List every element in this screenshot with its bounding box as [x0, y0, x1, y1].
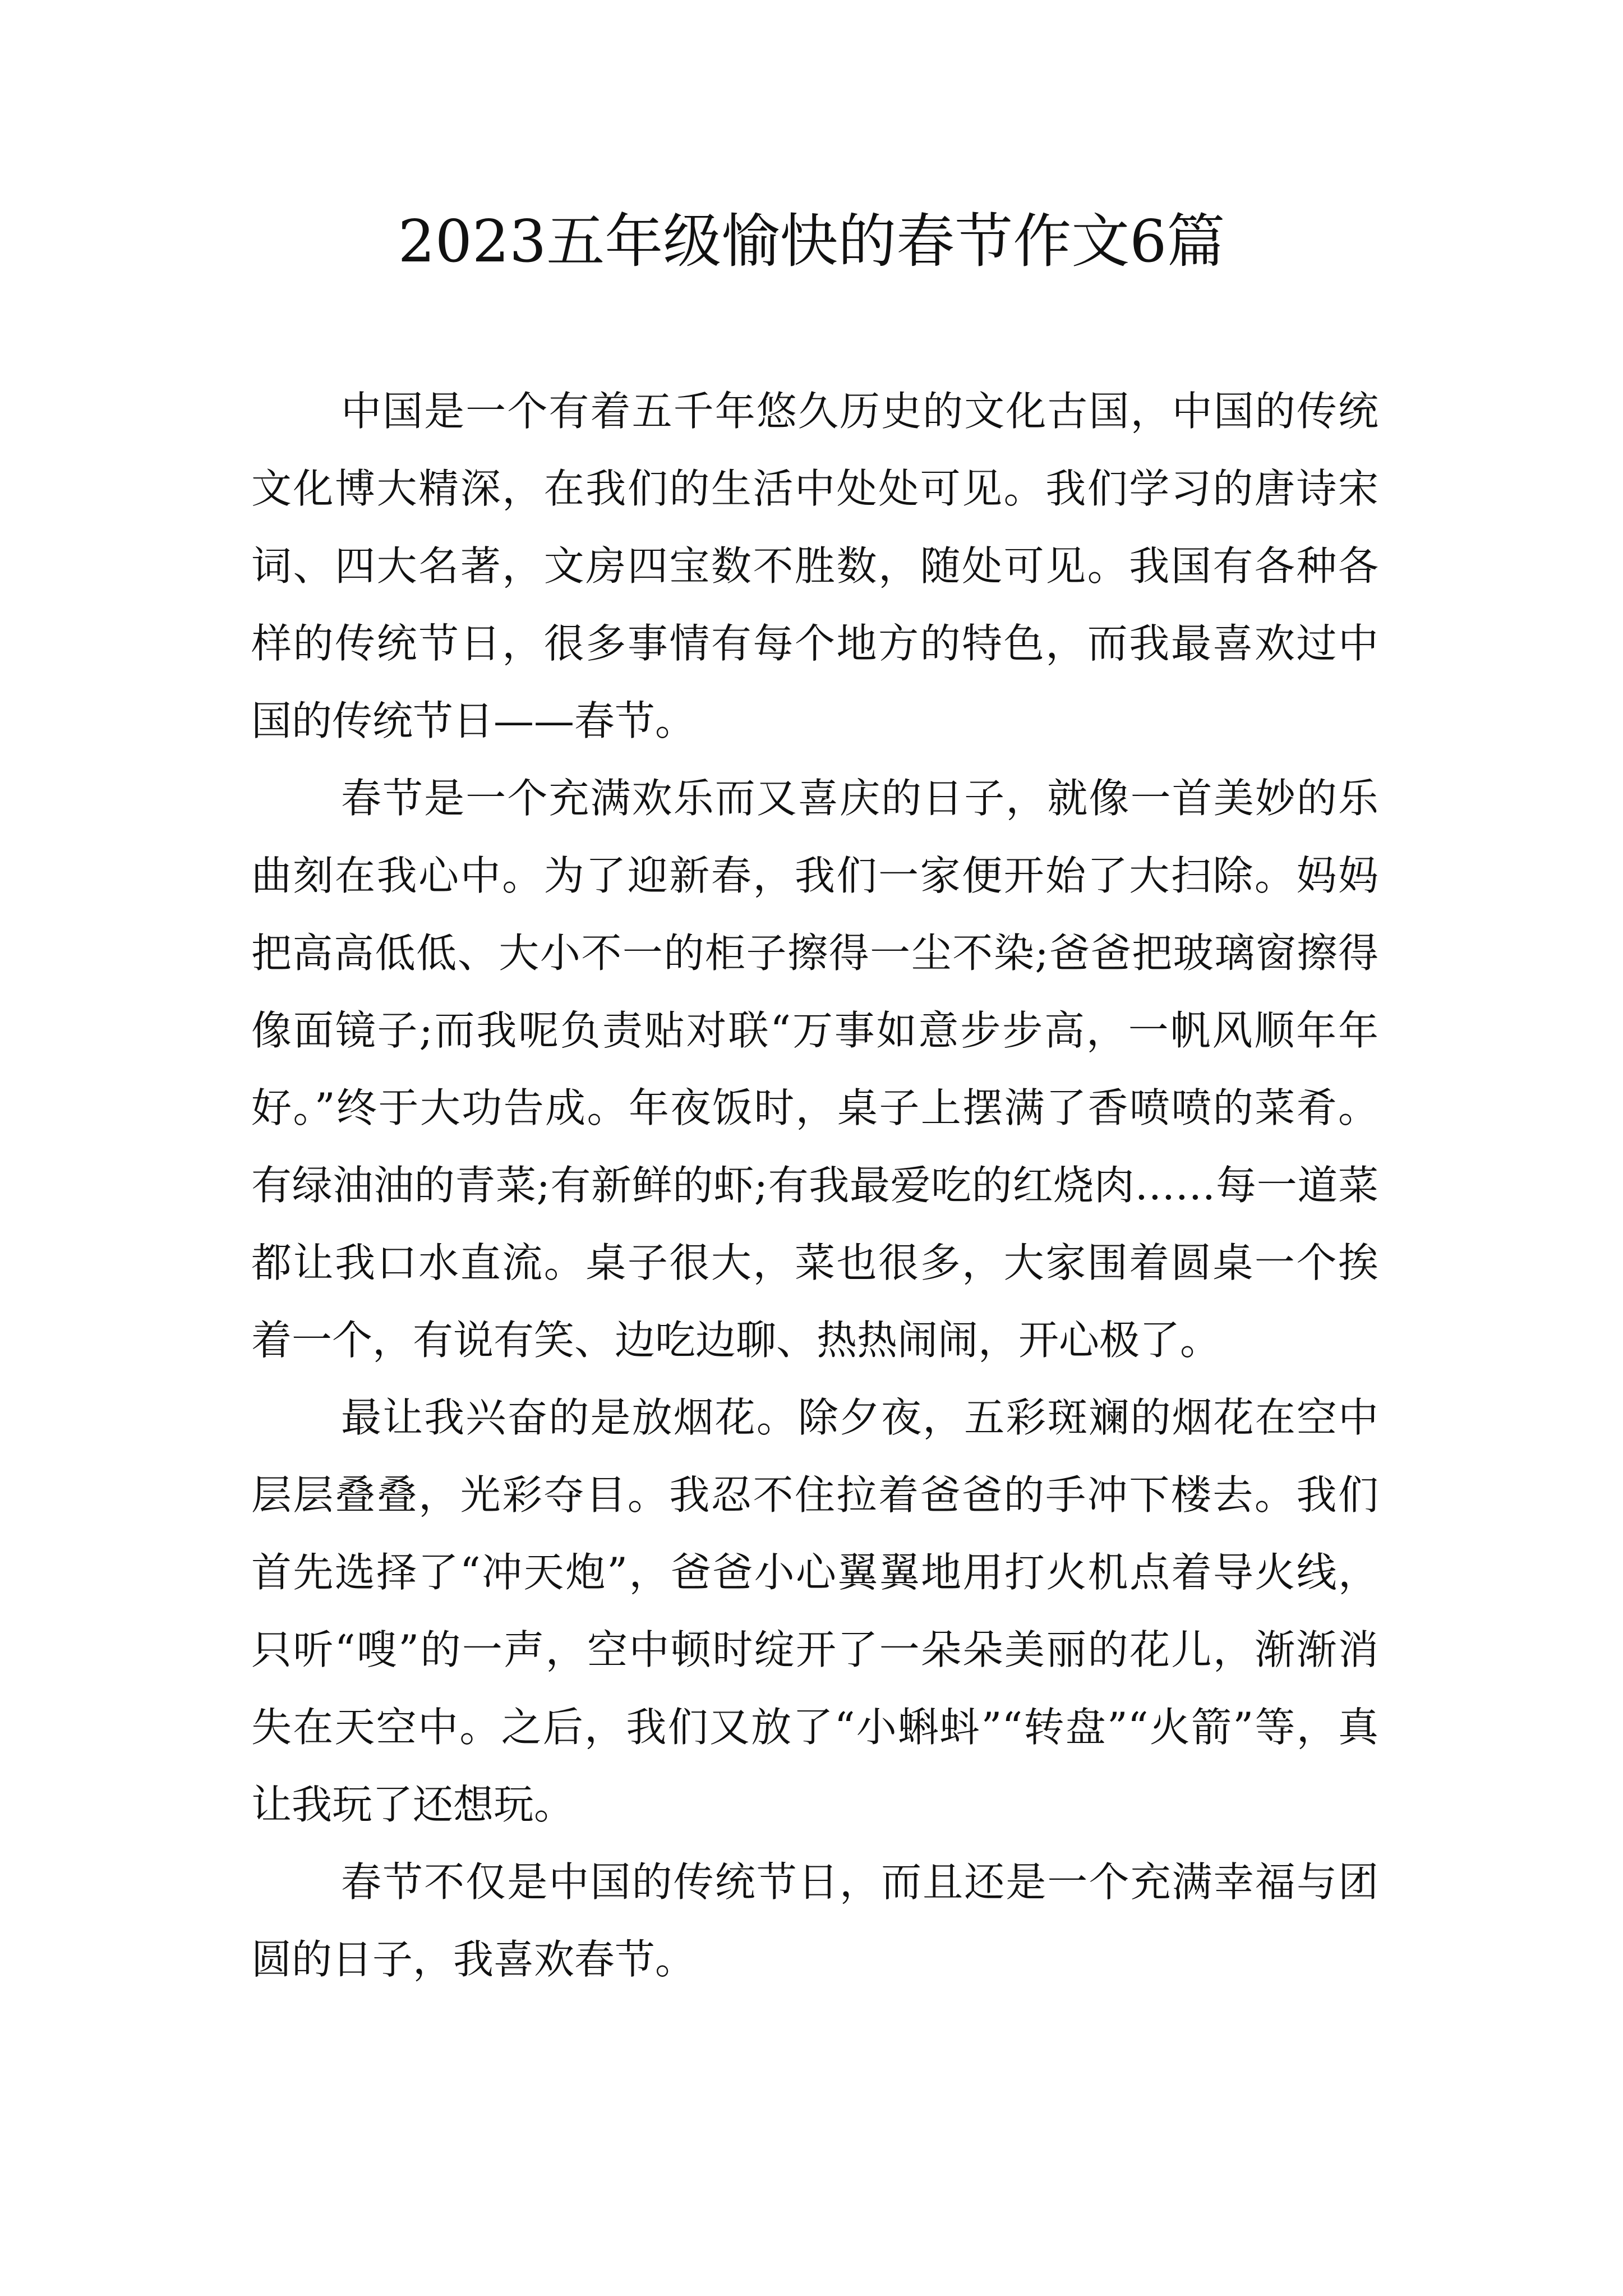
paragraph-2: 春节是一个充满欢乐而又喜庆的日子，就像一首美妙的乐曲刻在我心中。为了迎新春，我们一家便开始了大扫除。妈妈把高高低低、大小不一的柜子擦得一尘不染;爸爸把玻璃窗擦得像面镜子;而我呢负责贴对联“万事如意步步高，一帆风顺年年好。”终于大功告成。年夜饭时，桌子上摆满了香喷喷的菜肴。有绿油油的青菜;有新鲜的虾;有我最爱吃的红烧肉……每一道菜都让我口水直流。桌子很大，菜也很多，大家围着圆桌一个挨着一个，有说有笑、边吃边聊、热热闹闹，开心极了。 — [251, 775, 1378, 1364]
document-title: 2023五年级愉快的春节作文6篇 — [398, 207, 1225, 275]
document-body — [251, 372, 1378, 1998]
paragraph-1: 中国是一个有着五千年悠久历史的文化古国，中国的传统文化博大精深，在我们的生活中处处可见。我们学习的唐诗宋词、四大名著，文房四宝数不胜数，随处可见。我国有各种各样的传统节日，很多事情有每个地方的特色，而我最喜欢过中国的传统节日——春节。 — [251, 388, 1378, 744]
paragraph-3: 最让我兴奋的是放烟花。除夕夜，五彩斑斓的烟花在空中层层叠叠，光彩夺目。我忍不住拉着爸爸的手冲下楼去。我们首先选择了“冲天炮”，爸爸小心翼翼地用打火机点着导火线，只听“嗖”的一声，空中顿时绽开了一朵朵美丽的花儿，渐渐消失在天空中。之后，我们又放了“小蝌蚪”“转盘”“火箭”等，真让我玩了还想玩。 — [251, 1394, 1378, 1828]
paragraph-4: 春节不仅是中国的传统节日，而且还是一个充满幸福与团圆的日子，我喜欢春节。 — [251, 1858, 1378, 1983]
